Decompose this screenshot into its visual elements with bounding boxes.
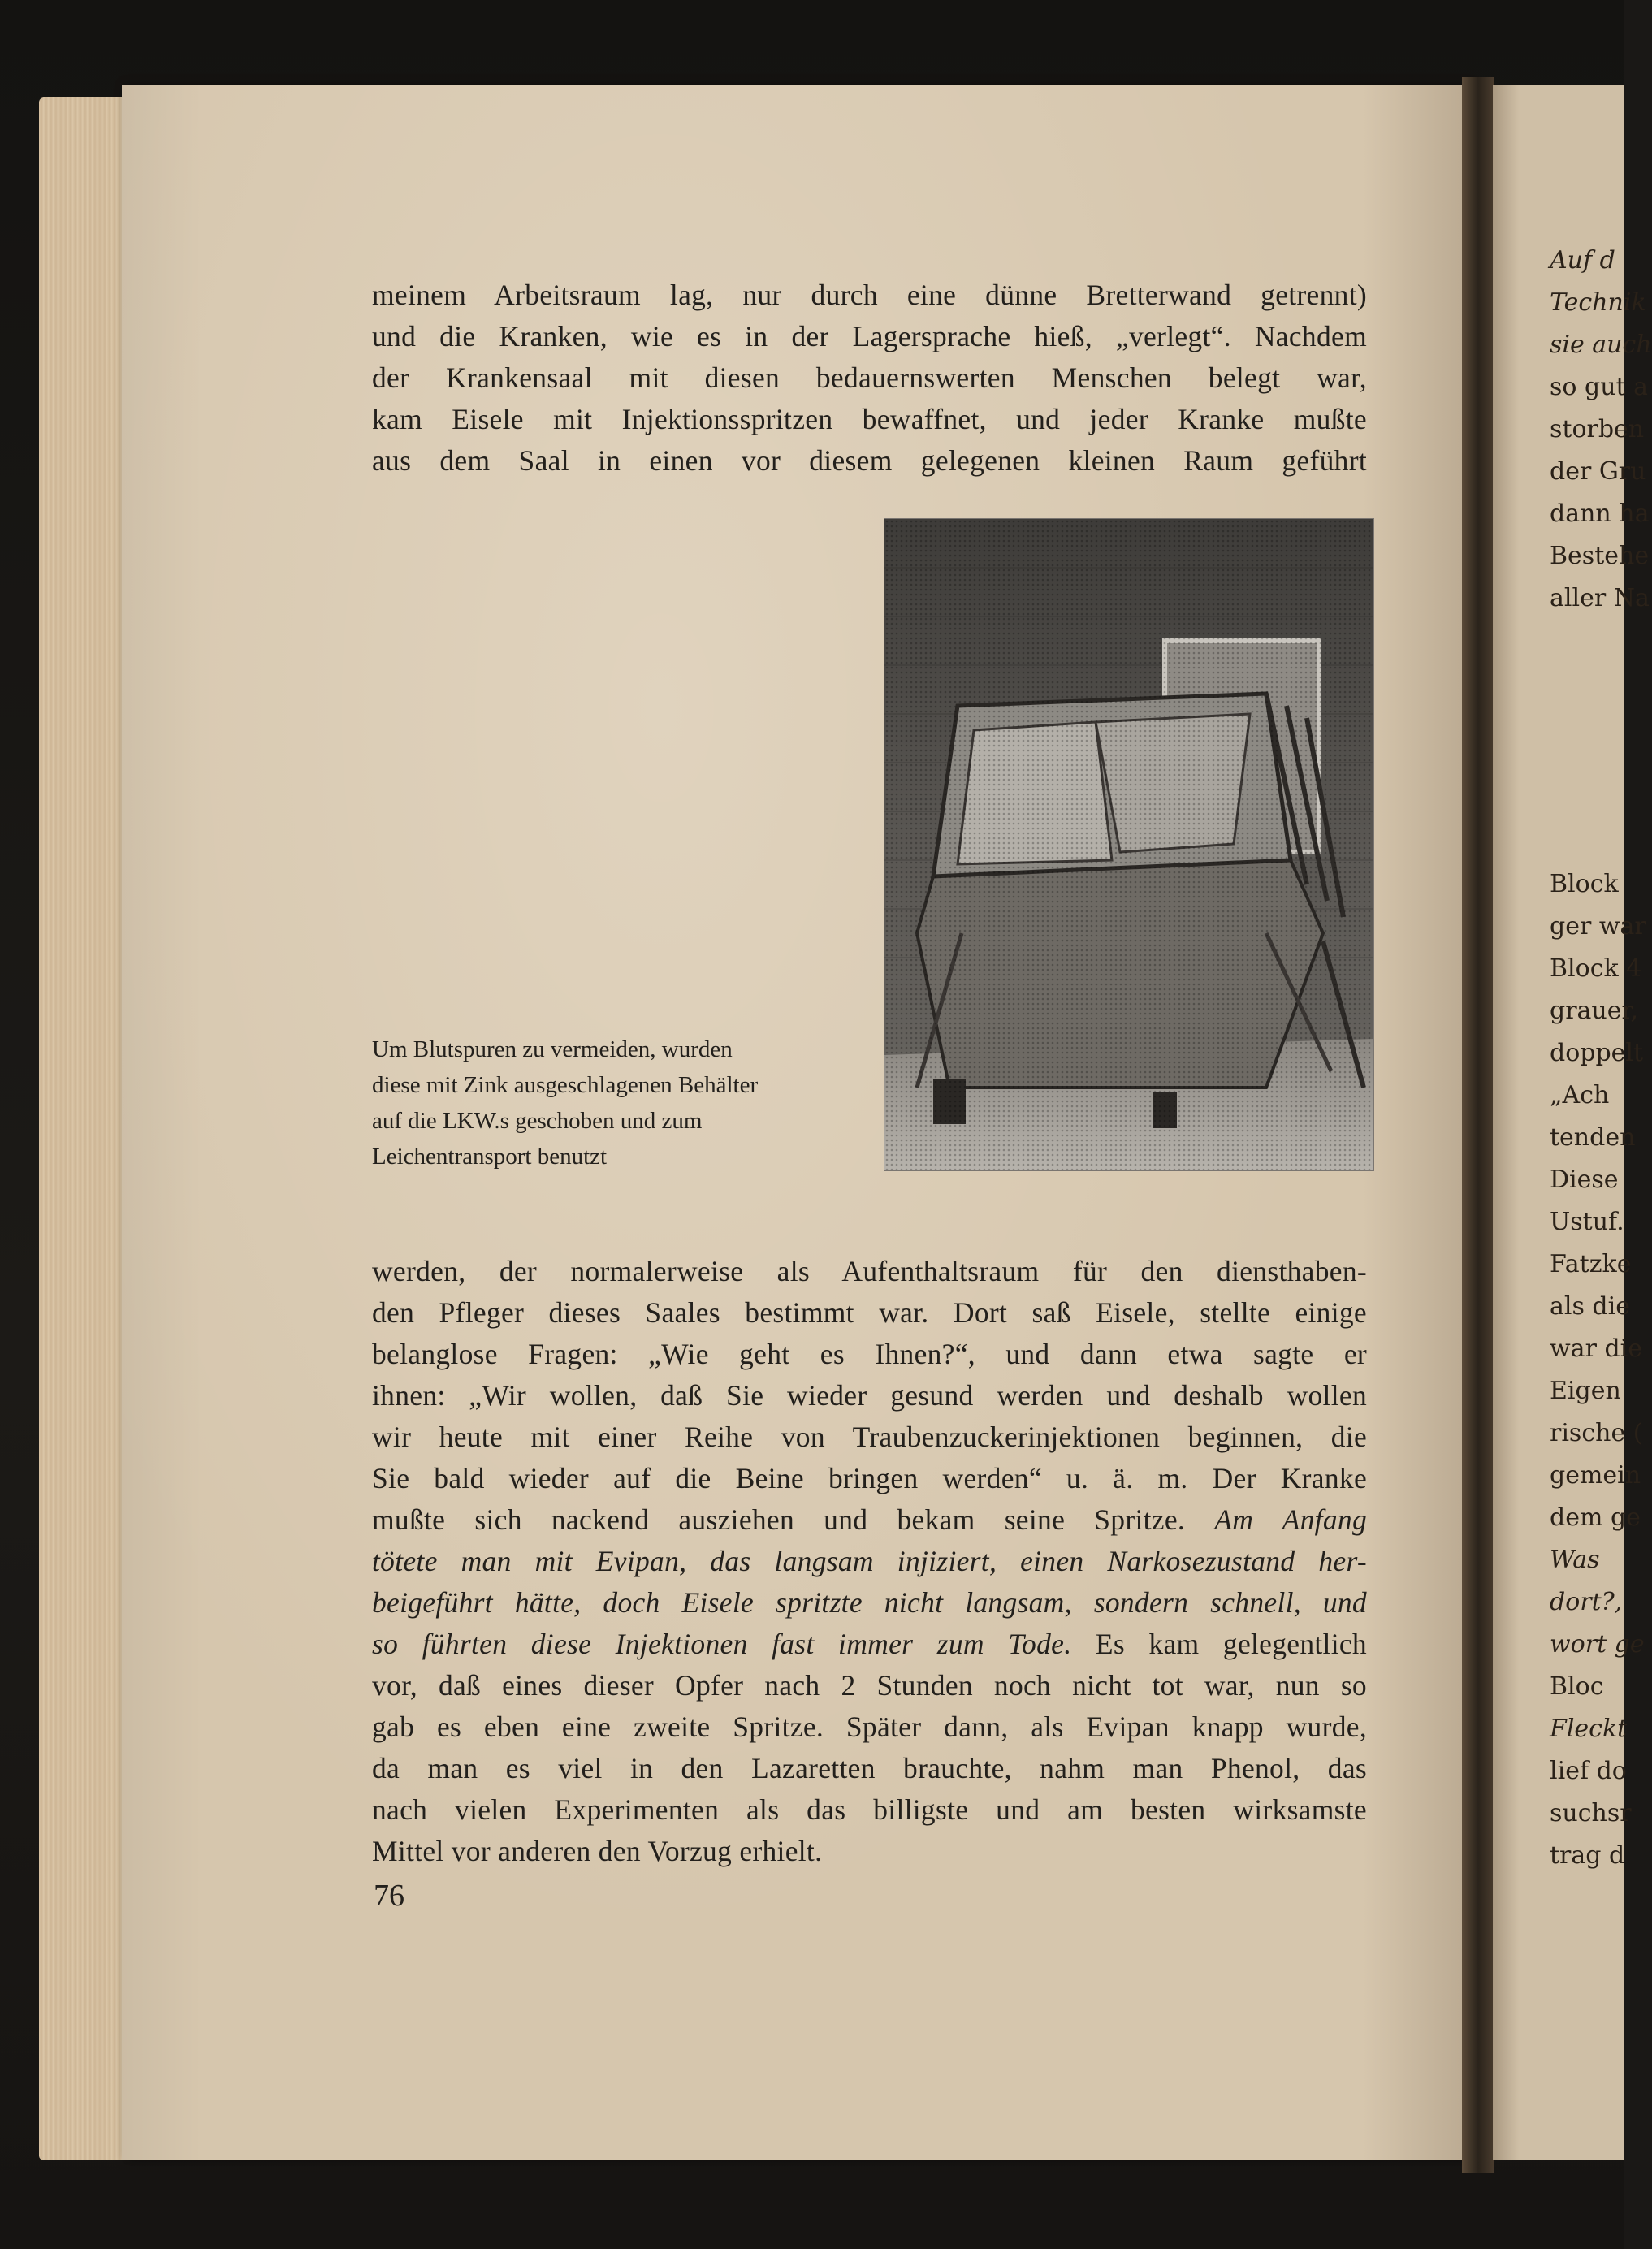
text-line: Sie bald wieder auf die Beine bringen werden“ u. ä. m. Der Kranke	[372, 1462, 1367, 1494]
bottom-paragraph	[372, 1251, 1367, 1872]
italic-run: tötete man mit Evipan, das langsam injiziert, einen Narkosezustand her-	[372, 1545, 1367, 1577]
facing-line: wort ge	[1550, 1630, 1645, 1659]
facing-line: storben	[1550, 415, 1645, 443]
facing-line: dort?,	[1550, 1588, 1623, 1616]
caption-line: Leichentransport benutzt	[372, 1144, 608, 1170]
figure-caption	[372, 1032, 859, 1174]
facing-page	[1493, 85, 1652, 2160]
facing-line: Technik	[1550, 288, 1646, 317]
italic-run: beigeführt hätte, doch Eisele spritzte nicht langsam, sondern schnell, und	[372, 1586, 1367, 1619]
text-line-mixed	[372, 1499, 1367, 1541]
facing-line: Fleckt	[1550, 1715, 1628, 1743]
facing-line: Block	[1550, 870, 1619, 898]
top-paragraph	[372, 275, 1367, 482]
facing-line: so gut a	[1550, 373, 1648, 401]
facing-line: aller Na	[1550, 584, 1650, 612]
facing-line: Diese	[1550, 1166, 1619, 1194]
book-gutter	[1462, 77, 1494, 2173]
facing-line: Block 4	[1550, 954, 1642, 983]
facing-line: suchsr	[1550, 1799, 1632, 1827]
caption-line: auf die LKW.s geschoben und zum	[372, 1108, 703, 1134]
facing-page-text	[1550, 240, 1652, 1877]
text-line: Mittel vor anderen den Vorzug erhielt.	[372, 1835, 823, 1867]
text-line: vor, daß eines dieser Opfer nach 2 Stunden noch nicht tot war, nun so	[372, 1669, 1367, 1702]
facing-line: „Ach	[1550, 1081, 1610, 1109]
text-line: werden, der normalerweise als Aufenthaltsraum für den diensthaben-	[372, 1255, 1367, 1287]
facing-line: Ustuf.	[1550, 1208, 1624, 1236]
facing-line: rische (	[1550, 1419, 1643, 1447]
text-run: Es kam gelegentlich	[1071, 1628, 1367, 1660]
text-line: da man es viel in den Lazaretten brauchte, nahm man Phenol, das	[372, 1752, 1367, 1784]
text-line: den Pfleger dieses Saales bestimmt war. Dort saß Eisele, stellte einige	[372, 1296, 1367, 1329]
text-line: aus dem Saal in einen vor diesem gelegenen kleinen Raum geführt	[372, 444, 1367, 477]
facing-line: doppelt	[1550, 1039, 1644, 1067]
facing-line: Fatzke	[1550, 1250, 1632, 1278]
facing-line: Auf d	[1550, 246, 1615, 275]
text-line-mixed	[372, 1624, 1367, 1665]
text-line: kam Eisele mit Injektionsspritzen bewaffnet, und jeder Kranke mußte	[372, 403, 1367, 435]
facing-line: ger war	[1550, 912, 1646, 941]
text-line: der Krankensaal mit diesen bedauernswerten Menschen belegt war,	[372, 361, 1367, 394]
italic-text-line	[372, 1541, 1367, 1582]
italic-run: so führten diese Injektionen fast immer zum Tode.	[372, 1628, 1072, 1660]
page-edges	[39, 97, 128, 2160]
facing-line: dann ha	[1550, 500, 1650, 528]
facing-line: lief do	[1550, 1757, 1627, 1785]
facing-line: der Gru	[1550, 457, 1646, 486]
text-line: nach vielen Experimenten als das billigste und am besten wirksamste	[372, 1793, 1367, 1826]
caption-line: diese mit Zink ausgeschlagenen Behälter	[372, 1072, 759, 1098]
italic-text-line	[372, 1582, 1367, 1624]
caption-line: Um Blutspuren zu vermeiden, wurden	[372, 1036, 733, 1062]
facing-gap	[1550, 620, 1652, 863]
text-line: und die Kranken, wie es in der Lagersprache hieß, „verlegt“. Nachdem	[372, 320, 1367, 352]
facing-line: Was	[1550, 1546, 1600, 1574]
facing-line: Bestehe	[1550, 542, 1650, 570]
facing-line: war die	[1550, 1334, 1642, 1363]
text-line: wir heute mit einer Reihe von Traubenzuckerinjektionen beginnen, die	[372, 1421, 1367, 1453]
facing-line: Bloc	[1550, 1672, 1604, 1701]
photo-illustration	[884, 519, 1373, 1170]
text-line: belanglose Fragen: „Wie geht es Ihnen?“, und dann etwa sagte er	[372, 1338, 1367, 1370]
italic-run: Am Anfang	[1214, 1503, 1367, 1536]
text-line: gab es eben eine zweite Spritze. Später dann, als Evipan knapp wurde,	[372, 1711, 1367, 1743]
zinc-lined-container-photo	[884, 518, 1374, 1171]
facing-line: grauer,	[1550, 997, 1639, 1025]
facing-line: tenden	[1550, 1123, 1636, 1152]
facing-line: Eigen	[1550, 1377, 1621, 1405]
text-line: meinem Arbeitsraum lag, nur durch eine dünne Bretterwand getrennt)	[372, 279, 1367, 311]
page-number: 76	[374, 1879, 404, 1913]
facing-line: dem ge	[1550, 1503, 1641, 1532]
facing-line: sie auch	[1550, 331, 1652, 359]
text-run: mußte sich nackend ausziehen und bekam seine Spritze.	[372, 1503, 1215, 1536]
facing-line: als die	[1550, 1292, 1630, 1321]
text-line: ihnen: „Wir wollen, daß Sie wieder gesund werden und deshalb wollen	[372, 1379, 1367, 1412]
facing-line: trag d	[1550, 1841, 1625, 1870]
facing-line: gemein	[1550, 1461, 1641, 1490]
